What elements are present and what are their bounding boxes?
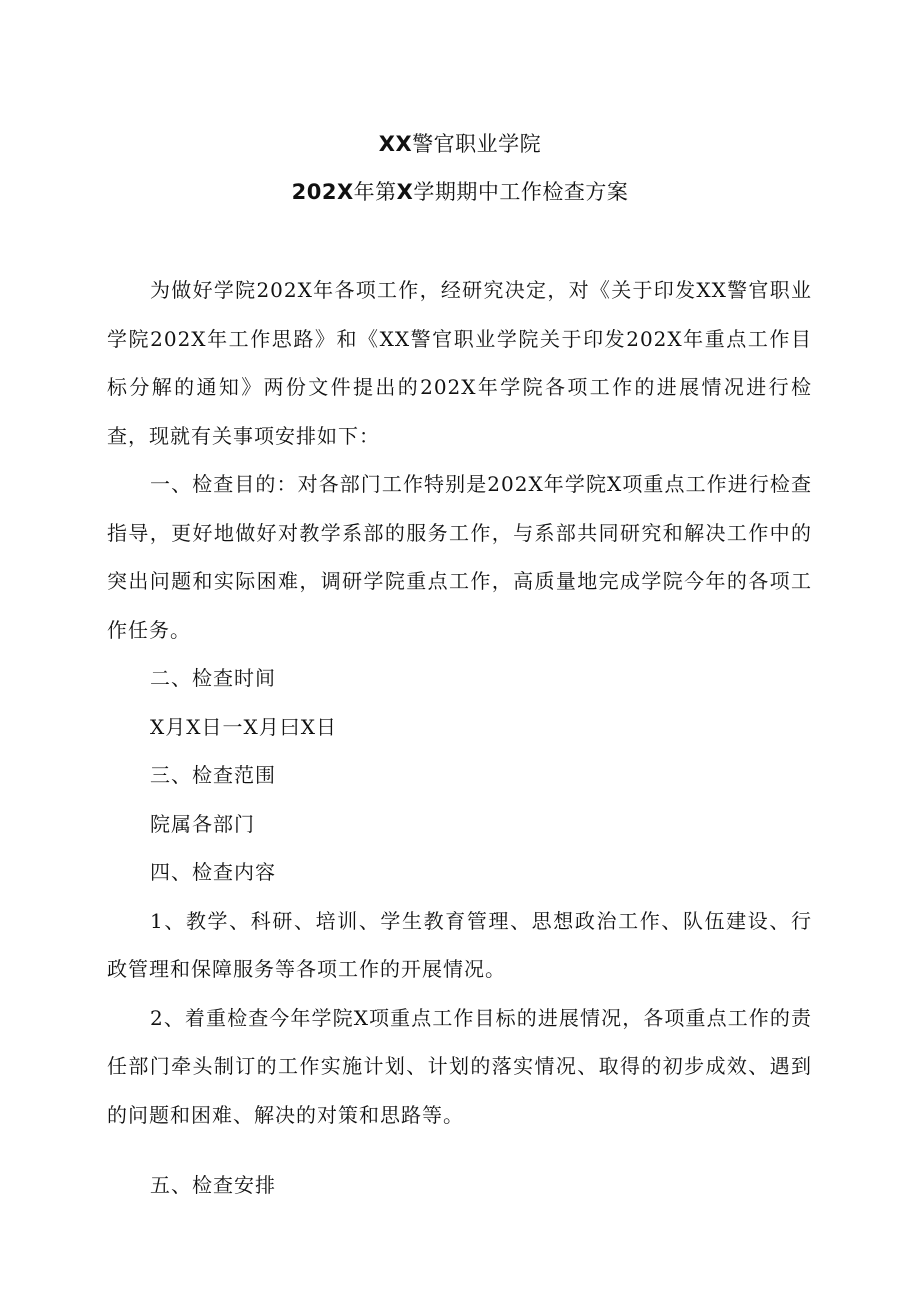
section-purpose-paragraph: 一、检查目的：对各部门工作特别是202X年学院X项重点工作进行检查指导，更好地做好对教学系部的服务工作，与系部共同研究和解决工作中的突出问题和实际困难，调研学院重点工作，高质量地完成学院今年的各项工作任务。 [107,472,812,642]
section-time-heading: 二、检查时间 [150,666,276,690]
section-time-text: X月X日一X月曰X日 [150,714,337,739]
title-term-bold: X [396,180,414,204]
title-year-suffix: 年第 [353,180,397,204]
intro-paragraph: 为做好学院202X年各项工作，经研究决定，对《关于印发XX警官职业学院202X年工作思路》和《XX警官职业学院关于印发202X年重点工作目标分解的通知》两份文件提出的202X年学院各项工作的进展情况进行检查，现就有关事项安排如下： [107,278,812,448]
document-title-plan [0,178,920,206]
document-title-institution [0,130,920,158]
title-xx-bold: XX [378,132,413,156]
title-year-bold: 202X [291,180,354,204]
section-content-item-2: 2、着重检查今年学院X项重点工作目标的进展情况，各项重点工作的责任部门牵头制订的工作实施计划、计划的落实情况、取得的初步成效、遇到的问题和困难、解决的对策和思路等。 [107,1005,812,1127]
section-arrangement-heading: 五、检查安排 [150,1173,276,1197]
document-body [107,266,812,1210]
section-scope-text: 院属各部门 [150,811,255,836]
section-content-heading: 四、检查内容 [150,860,276,884]
section-scope-heading: 三、检查范围 [150,763,276,787]
title-institution-name: 警官职业学院 [412,132,542,156]
title-plan-name: 学期期中工作检查方案 [413,180,629,204]
section-content-item-1: 1、教学、科研、培训、学生教育管理、思想政治工作、队伍建设、行政管理和保障服务等各项工作的开展情况。 [107,908,812,981]
